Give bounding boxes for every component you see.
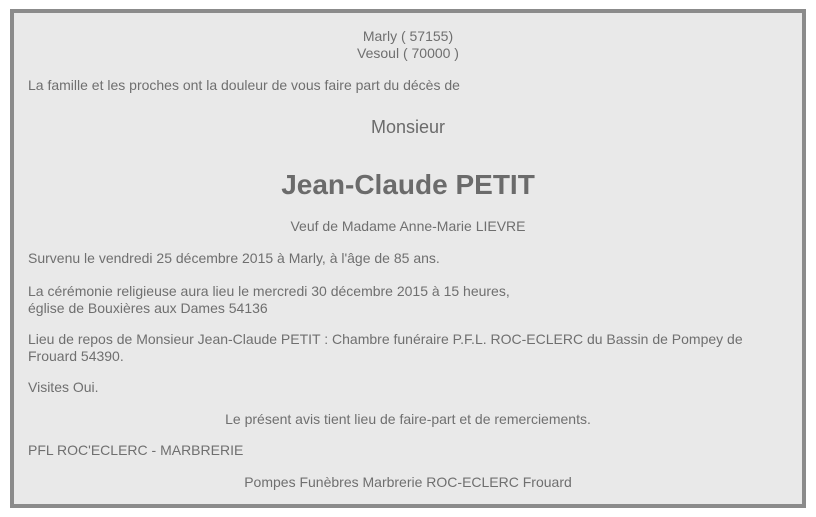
death-notice [10,9,806,508]
honorific: Monsieur [370,117,446,137]
intro-text: La famille et les proches ont la douleur de vous faire part du décès de [28,77,460,93]
death-info: Survenu le vendredi 25 décembre 2015 à Marly, à l'âge de 85 ans. [28,250,440,266]
deceased-name: Jean-Claude PETIT [281,169,535,200]
footer-text: Pompes Funèbres Marbrerie ROC-ECLERC Frouard [244,474,572,490]
relation-text: Veuf de Madame Anne-Marie LIEVRE [290,218,526,234]
visits-text: Visites Oui. [28,379,99,395]
location-marly: Marly ( 57155) [362,28,454,44]
thanks-text: Le présent avis tient lieu de faire-part et de remerciements. [225,411,591,427]
company-name: PFL ROC'ECLERC - MARBRERIE [28,442,244,458]
rest-place-line-1: Lieu de repos de Monsieur Jean-Claude PETIT : Chambre funéraire P.F.L. ROC-ECLERC du Bassin de Pompey de [28,331,743,347]
ceremony-line-1: La cérémonie religieuse aura lieu le mercredi 30 décembre 2015 à 15 heures, [28,283,510,299]
location-vesoul: Vesoul ( 70000 ) [357,45,459,61]
ceremony-line-2: église de Bouxières aux Dames 54136 [28,300,268,316]
rest-place-line-2: Frouard 54390. [28,348,124,364]
